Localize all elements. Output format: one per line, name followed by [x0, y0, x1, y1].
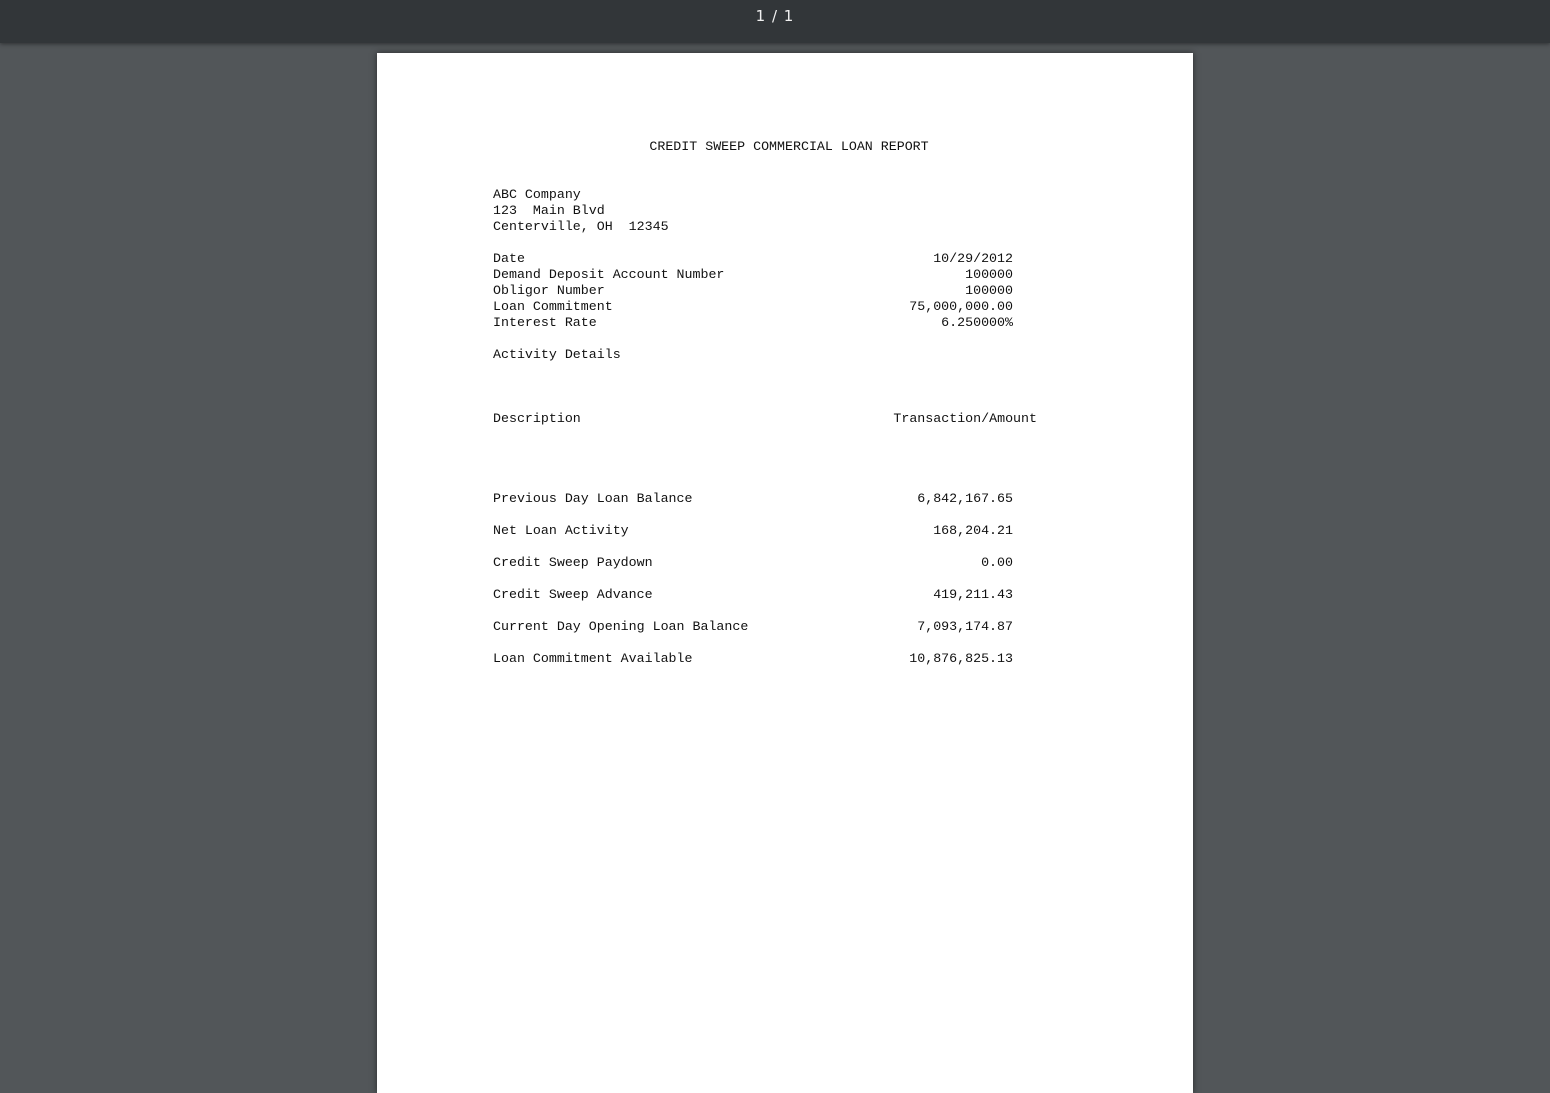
obligor-number-label: Obligor Number — [493, 283, 605, 298]
activity-row-label: Loan Commitment Available — [493, 651, 693, 666]
date-value: 10/29/2012 — [933, 251, 1013, 266]
dda-number-label: Demand Deposit Account Number — [493, 267, 725, 282]
activity-row-value: 7,093,174.87 — [917, 619, 1013, 634]
date-label: Date — [493, 251, 525, 266]
description-column-header: Description — [493, 411, 581, 426]
activity-row-value: 0.00 — [981, 555, 1013, 570]
amount-column-header: Transaction/Amount — [893, 411, 1037, 426]
activity-row-value: 10,876,825.13 — [909, 651, 1013, 666]
interest-rate-label: Interest Rate — [493, 315, 597, 330]
activity-details-heading: Activity Details — [493, 347, 621, 362]
pdf-viewer-toolbar — [0, 0, 1550, 43]
company-name: ABC Company — [493, 187, 581, 202]
activity-row-label: Previous Day Loan Balance — [493, 491, 693, 506]
activity-row-label: Credit Sweep Paydown — [493, 555, 653, 570]
interest-rate-value: 6.250000% — [941, 315, 1013, 330]
company-street: 123 Main Blvd — [493, 203, 605, 218]
loan-commitment-value: 75,000,000.00 — [909, 299, 1013, 314]
activity-row-label: Credit Sweep Advance — [493, 587, 653, 602]
company-city: Centerville, OH 12345 — [493, 219, 669, 234]
obligor-number-value: 100000 — [965, 283, 1013, 298]
activity-row-label: Current Day Opening Loan Balance — [493, 619, 749, 634]
activity-row-value: 168,204.21 — [933, 523, 1013, 538]
pdf-page[interactable] — [377, 53, 1193, 1093]
page-indicator: 1 / 1 — [755, 7, 795, 25]
activity-row-value: 419,211.43 — [933, 587, 1013, 602]
report-title: CREDIT SWEEP COMMERCIAL LOAN REPORT — [649, 139, 929, 154]
loan-commitment-label: Loan Commitment — [493, 299, 613, 314]
activity-row-label: Net Loan Activity — [493, 523, 629, 538]
activity-row-value: 6,842,167.65 — [917, 491, 1013, 506]
dda-number-value: 100000 — [965, 267, 1013, 282]
